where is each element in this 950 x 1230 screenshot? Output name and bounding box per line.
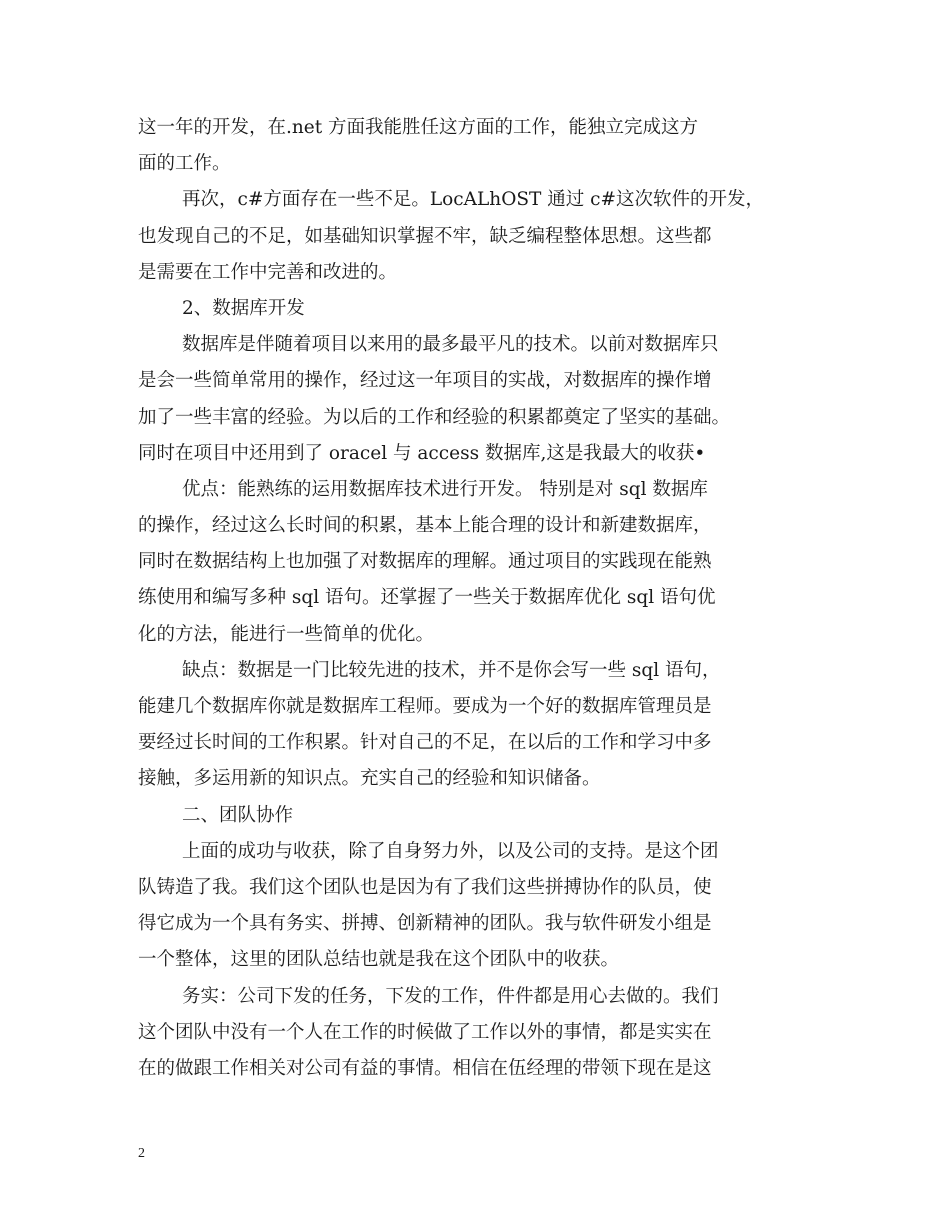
- text-line: 优点：能熟练的运用数据库技术进行开发。 特别是对 sql 数据库: [182, 478, 708, 500]
- text-line: 这个团队中没有一个人在工作的时候做了工作以外的事情，都是实实在: [138, 1021, 712, 1043]
- text-line: 一个整体，这里的团队总结也就是我在这个团队中的收获。: [138, 949, 620, 971]
- text-line: 要经过长时间的工作积累。针对自己的不足，在以后的工作和学习中多: [138, 732, 712, 754]
- text-line: 加了一些丰富的经验。为以后的工作和经验的积累都奠定了坚实的基础。: [138, 406, 731, 428]
- text-line: 接触，多运用新的知识点。充实自己的经验和知识储备。: [138, 768, 601, 790]
- text-line: 数据库是伴随着项目以来用的最多最平凡的技术。以前对数据库只: [182, 334, 719, 356]
- text-line: 队铸造了我。我们这个团队也是因为有了我们这些拼搏协作的队员，使: [138, 876, 712, 898]
- text-line: 同时在项目中还用到了 oracel 与 access 数据库,这是我最大的收获•: [138, 442, 706, 464]
- text-line: 上面的成功与收获，除了自身努力外，以及公司的支持。是这个团: [182, 840, 719, 862]
- text-line: 化的方法，能进行一些简单的优化。: [138, 623, 435, 645]
- body-text: [138, 110, 818, 1087]
- text-line: 缺点：数据是一门比较先进的技术，并不是你会写一些 sql 语句，: [182, 659, 721, 681]
- text-line: 同时在数据结构上也加强了对数据库的理解。通过项目的实践现在能熟: [138, 551, 712, 573]
- text-line: 练使用和编写多种 sql 语句。还掌握了一些关于数据库优化 sql 语句优: [138, 587, 716, 609]
- section-heading: 二、团队协作: [182, 804, 294, 826]
- section-heading: 2、数据库开发: [182, 297, 305, 319]
- text-line: 在的做跟工作相关对公司有益的事情。相信在伍经理的带领下现在是这: [138, 1057, 712, 1079]
- text-line: 能建几个数据库你就是数据库工程师。要成为一个好的数据库管理员是: [138, 696, 712, 717]
- text-line: 务实：公司下发的任务，下发的工作，件件都是用心去做的。我们: [182, 985, 719, 1007]
- page-number: 2: [138, 1146, 145, 1161]
- text-line: 面的工作。: [138, 153, 231, 175]
- text-line: 再次，c#方面存在一些不足。LocALhOST 通过 c#这次软件的开发，: [182, 189, 765, 211]
- text-line: 是需要在工作中完善和改进的。: [138, 261, 398, 283]
- text-line: 这一年的开发，在.net 方面我能胜任这方面的工作，能独立完成这方: [138, 117, 699, 138]
- text-line: 得它成为一个具有务实、拼搏、创新精神的团队。我与软件研发小组是: [138, 913, 712, 935]
- text-line: 是会一些简单常用的操作，经过这一年项目的实战，对数据库的操作增: [138, 370, 712, 392]
- text-line: 也发现自己的不足，如基础知识掌握不牢，缺乏编程整体思想。这些都: [138, 225, 712, 247]
- text-line: 的操作，经过这么长时间的积累，基本上能合理的设计和新建数据库，: [138, 515, 712, 537]
